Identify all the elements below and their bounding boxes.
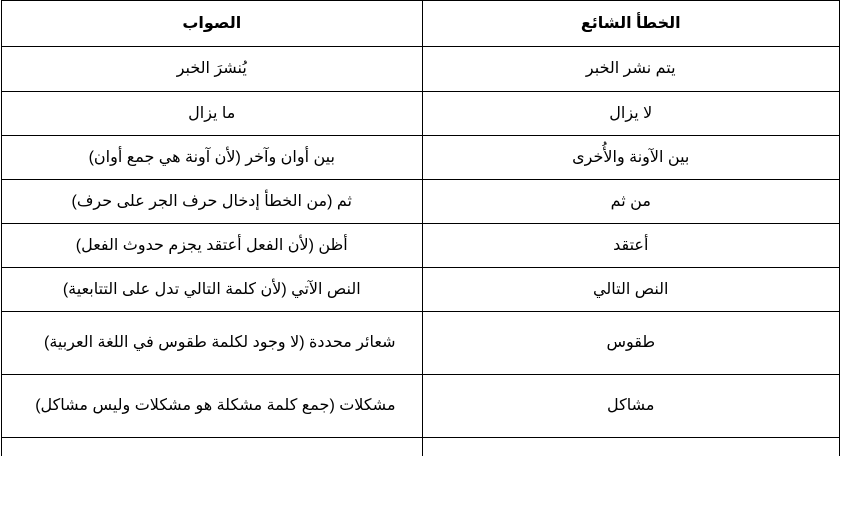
correct-cell: النص الآتي (لأن كلمة التالي تدل على التتابعية) bbox=[2, 268, 423, 312]
common-error-cell: بين الآونة والأُخرى bbox=[422, 136, 839, 180]
header-common-error: الخطأ الشائع bbox=[422, 1, 839, 47]
table-row bbox=[2, 375, 840, 438]
correct-cell: مشكلات (جمع كلمة مشكلة هو مشكلات وليس مشاكل) bbox=[2, 375, 423, 438]
table-row bbox=[2, 312, 840, 375]
common-error-cell: النص التالي bbox=[422, 268, 839, 312]
empty-cell bbox=[2, 438, 423, 457]
correct-cell: ما يزال bbox=[2, 92, 423, 136]
header-row bbox=[2, 1, 840, 47]
common-error-cell: مشاكل bbox=[422, 375, 839, 438]
common-error-cell: لا يزال bbox=[422, 92, 839, 136]
common-error-cell: أعتقد bbox=[422, 224, 839, 268]
table-row bbox=[2, 268, 840, 312]
table-row bbox=[2, 180, 840, 224]
table-row bbox=[2, 47, 840, 92]
empty-cell bbox=[422, 438, 839, 457]
correct-cell: شعائر محددة (لا وجود لكلمة طقوس في اللغة العربية) bbox=[2, 312, 423, 375]
correct-cell: بين أوان وآخر (لأن آونة هي جمع أوان) bbox=[2, 136, 423, 180]
corrections-table bbox=[1, 0, 840, 456]
table-row-cut-off bbox=[2, 438, 840, 457]
correct-cell: يُنشرَ الخبر bbox=[2, 47, 423, 92]
table-row bbox=[2, 92, 840, 136]
table-row bbox=[2, 224, 840, 268]
correct-cell: ثم (من الخطأ إدخال حرف الجر على حرف) bbox=[2, 180, 423, 224]
common-error-cell: من ثم bbox=[422, 180, 839, 224]
common-error-cell: يتم نشر الخبر bbox=[422, 47, 839, 92]
correct-cell: أظن (لأن الفعل أعتقد يجزم حدوث الفعل) bbox=[2, 224, 423, 268]
header-correct: الصواب bbox=[2, 1, 423, 47]
common-error-cell: طقوس bbox=[422, 312, 839, 375]
table-row bbox=[2, 136, 840, 180]
